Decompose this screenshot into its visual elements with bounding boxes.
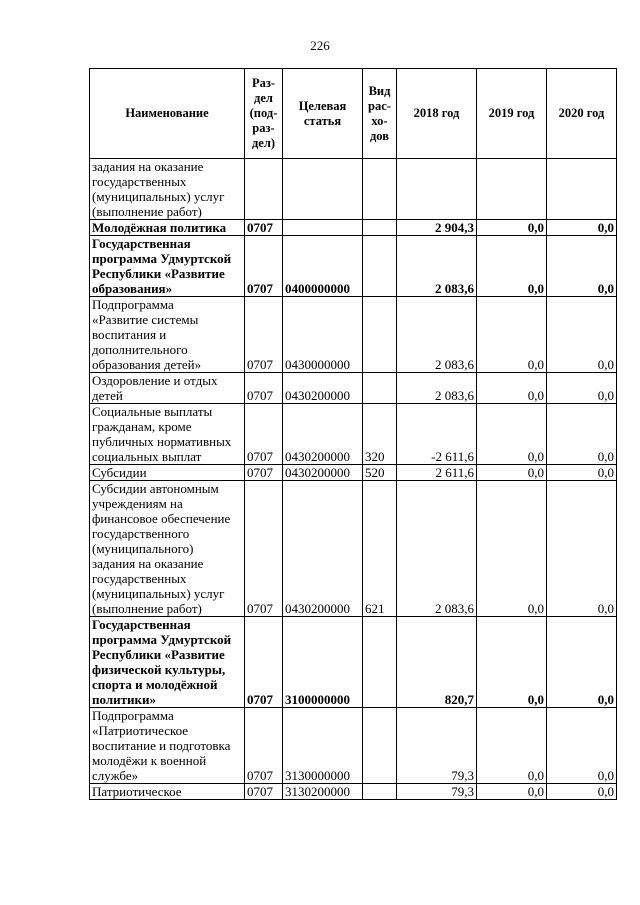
cell-2020: 0,0 (547, 373, 617, 404)
cell-2019: 0,0 (477, 236, 547, 297)
cell-name: Субсидии автономным учреждениям на финансовое обеспечение государственного (муниципального) задания на оказание государственных (муниципальных) услуг (выполнение работ) (90, 481, 245, 617)
header-vid: Вид рас- хо- дов (363, 69, 397, 159)
cell-2019: 0,0 (477, 481, 547, 617)
cell-2019: 0,0 (477, 297, 547, 373)
cell-target: 0430200000 (283, 373, 363, 404)
cell-razdel: 0707 (245, 708, 283, 784)
cell-name: Государственная программа Удмуртской Республики «Развитие образования» (90, 236, 245, 297)
cell-vid: 621 (363, 481, 397, 617)
cell-target: 3130000000 (283, 708, 363, 784)
cell-razdel: 0707 (245, 481, 283, 617)
table-row (90, 373, 617, 404)
cell-target: 0430200000 (283, 404, 363, 465)
cell-target: 3130200000 (283, 784, 363, 800)
cell-2019: 0,0 (477, 373, 547, 404)
cell-vid: 320 (363, 404, 397, 465)
table-row (90, 784, 617, 800)
cell-razdel: 0707 (245, 465, 283, 481)
cell-name: Государственная программа Удмуртской Республики «Развитие физической культуры, спорта и молодёжной политики» (90, 617, 245, 708)
cell-2018: 820,7 (397, 617, 477, 708)
table-row (90, 220, 617, 236)
cell-2018 (397, 159, 477, 220)
cell-2018: 2 083,6 (397, 297, 477, 373)
cell-2019: 0,0 (477, 617, 547, 708)
cell-razdel: 0707 (245, 236, 283, 297)
header-2018: 2018 год (397, 69, 477, 159)
cell-name: Социальные выплаты гражданам, кроме публичных нормативных социальных выплат (90, 404, 245, 465)
cell-2019: 0,0 (477, 404, 547, 465)
header-name: Наименование (90, 69, 245, 159)
header-target: Целевая статья (283, 69, 363, 159)
cell-2020: 0,0 (547, 617, 617, 708)
cell-name: Оздоровление и отдых детей (90, 373, 245, 404)
cell-2020: 0,0 (547, 297, 617, 373)
cell-2018: 79,3 (397, 784, 477, 800)
cell-name: Патриотическое (90, 784, 245, 800)
cell-2018: 79,3 (397, 708, 477, 784)
cell-2020: 0,0 (547, 465, 617, 481)
cell-vid (363, 220, 397, 236)
cell-2020: 0,0 (547, 784, 617, 800)
cell-target: 0400000000 (283, 236, 363, 297)
table-row (90, 404, 617, 465)
page-number: 226 (310, 38, 330, 53)
cell-razdel: 0707 (245, 617, 283, 708)
header-2019: 2019 год (477, 69, 547, 159)
cell-vid: 520 (363, 465, 397, 481)
cell-2018: 2 083,6 (397, 481, 477, 617)
table-row (90, 708, 617, 784)
cell-vid (363, 236, 397, 297)
table-row (90, 617, 617, 708)
cell-vid (363, 297, 397, 373)
cell-target (283, 159, 363, 220)
cell-razdel: 0707 (245, 220, 283, 236)
cell-2020: 0,0 (547, 481, 617, 617)
cell-2020: 0,0 (547, 236, 617, 297)
cell-vid (363, 159, 397, 220)
cell-2019: 0,0 (477, 784, 547, 800)
cell-2020: 0,0 (547, 220, 617, 236)
cell-razdel: 0707 (245, 404, 283, 465)
cell-vid (363, 373, 397, 404)
cell-target: 0430200000 (283, 465, 363, 481)
cell-2019: 0,0 (477, 465, 547, 481)
cell-razdel (245, 159, 283, 220)
header-2020: 2020 год (547, 69, 617, 159)
cell-2018: 2 083,6 (397, 236, 477, 297)
cell-target (283, 220, 363, 236)
table-row (90, 159, 617, 220)
cell-name: Субсидии (90, 465, 245, 481)
cell-razdel: 0707 (245, 784, 283, 800)
cell-target: 0430200000 (283, 481, 363, 617)
cell-2018: 2 611,6 (397, 465, 477, 481)
cell-name: Молодёжная политика (90, 220, 245, 236)
table-row (90, 236, 617, 297)
cell-2018: -2 611,6 (397, 404, 477, 465)
table-row (90, 481, 617, 617)
cell-target: 0430000000 (283, 297, 363, 373)
cell-name: Подпрограмма «Патриотическое воспитание и подготовка молодёжи к военной службе» (90, 708, 245, 784)
cell-razdel: 0707 (245, 297, 283, 373)
header-row (90, 69, 617, 159)
cell-2019: 0,0 (477, 220, 547, 236)
table-row (90, 297, 617, 373)
cell-razdel: 0707 (245, 373, 283, 404)
table-row (90, 465, 617, 481)
cell-2019: 0,0 (477, 708, 547, 784)
cell-target: 3100000000 (283, 617, 363, 708)
cell-2020 (547, 159, 617, 220)
cell-2019 (477, 159, 547, 220)
cell-vid (363, 708, 397, 784)
budget-table (89, 68, 617, 800)
cell-name: задания на оказание государственных (муниципальных) услуг (выполнение работ) (90, 159, 245, 220)
cell-2018: 2 083,6 (397, 373, 477, 404)
cell-name: Подпрограмма «Развитие системы воспитания и дополнительного образования детей» (90, 297, 245, 373)
header-razdel: Раз- дел (под- раз- дел) (245, 69, 283, 159)
cell-vid (363, 617, 397, 708)
cell-2018: 2 904,3 (397, 220, 477, 236)
cell-vid (363, 784, 397, 800)
cell-2020: 0,0 (547, 404, 617, 465)
cell-2020: 0,0 (547, 708, 617, 784)
